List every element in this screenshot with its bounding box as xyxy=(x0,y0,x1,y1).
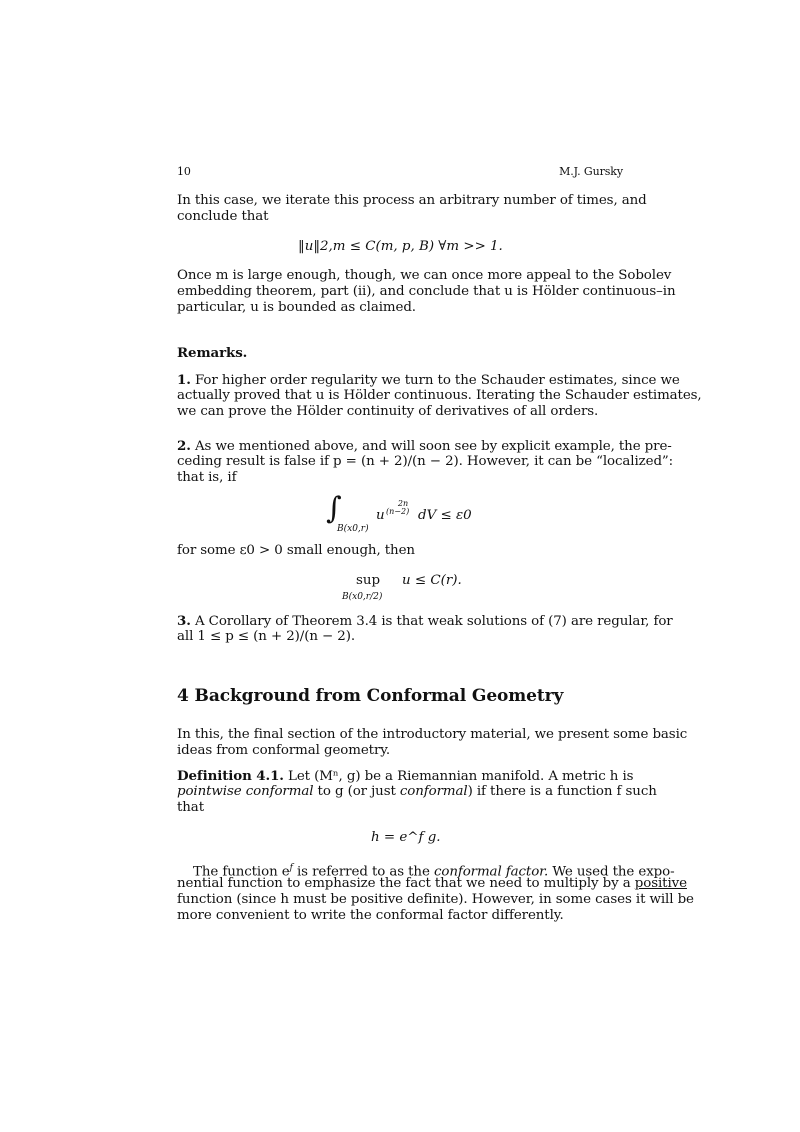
remarks-heading: Remarks. xyxy=(177,345,248,361)
final-text-1b: is referred to as the xyxy=(292,864,434,880)
page-number: 10 xyxy=(177,165,191,178)
definition-line-3: that xyxy=(177,800,204,815)
remark1-line-2: actually proved that u is Hölder continuous. Iterating the Schauder estimates, xyxy=(177,388,702,403)
remark2-number: 2. xyxy=(177,438,191,454)
final-para-line-3: function (since h must be positive definite). However, in some cases it will be xyxy=(177,892,694,907)
para2-line-3: particular, u is bounded as claimed. xyxy=(177,300,416,315)
final-text-1c: We used the expo- xyxy=(548,864,675,880)
sup-operator: sup xyxy=(356,573,381,588)
term-conformal-factor: conformal factor. xyxy=(433,864,549,880)
remark3-line-2: all 1 ≤ p ≤ (n + 2)/(n − 2). xyxy=(177,629,355,644)
term-conformal: conformal xyxy=(399,784,468,799)
for-some-line: for some ε0 > 0 small enough, then xyxy=(177,543,415,558)
para2-line-1: Once m is large enough, though, we can once more appeal to the Sobolev xyxy=(177,268,672,283)
integrand: u xyxy=(376,508,385,523)
equation-norm-bound: ‖u‖2,m ≤ C(m, p, B) ∀m >> 1. xyxy=(298,239,503,254)
remark1-line-1 xyxy=(177,372,680,389)
remark3-number: 3. xyxy=(177,613,191,629)
section-intro-line-2: ideas from conformal geometry. xyxy=(177,743,391,758)
remark1-line-3: we can prove the Hölder continuity of derivatives of all orders. xyxy=(177,404,599,419)
definition-label: Definition 4.1. xyxy=(177,768,284,784)
equation-conformal-metric: h = e^f g. xyxy=(371,830,441,845)
sup-domain: B(x0,r/2) xyxy=(342,592,383,602)
remark2-text-1: As we mentioned above, and will soon see by explicit example, the pre- xyxy=(194,439,672,454)
underlined-positive: positive xyxy=(634,876,687,891)
final-exponent: f xyxy=(289,863,293,873)
final-text-2a: nential function to emphasize the fact that we need to multiply by a xyxy=(177,876,635,891)
final-para-line-4: more convenient to write the conformal factor differently. xyxy=(177,908,564,923)
definition-text-2b: ) if there is a function f such xyxy=(467,784,657,799)
remark3-line-1 xyxy=(177,613,673,630)
remark2-line-3: that is, if xyxy=(177,470,237,485)
intro-line-1: In this case, we iterate this process an arbitrary number of times, and xyxy=(177,193,647,208)
term-pointwise-conformal: pointwise conformal xyxy=(177,784,314,799)
sup-rhs: u ≤ C(r). xyxy=(402,573,462,588)
running-head-author: M.J. Gursky xyxy=(559,165,623,178)
final-text-1a: The function e xyxy=(193,864,290,880)
integral-rhs: dV ≤ ε0 xyxy=(418,508,472,523)
section-intro-line-1: In this, the final section of the introductory material, we present some basic xyxy=(177,727,688,742)
exponent-numerator: 2n xyxy=(397,499,409,508)
remark1-text-1: For higher order regularity we turn to the Schauder estimates, since we xyxy=(194,373,680,388)
final-para-line-2 xyxy=(177,876,687,892)
definition-text-2a: to g (or just xyxy=(313,784,400,799)
remark2-line-1 xyxy=(177,438,672,455)
remark2-line-2: ceding result is false if p = (n + 2)/(n − 2). However, it can be “localized”: xyxy=(177,454,674,469)
intro-line-2: conclude that xyxy=(177,209,269,224)
definition-line-1 xyxy=(177,768,633,785)
exponent-denominator: (n−2) xyxy=(386,507,410,516)
para2-line-2: embedding theorem, part (ii), and conclude that u is Hölder continuous–in xyxy=(177,284,676,299)
integral-sign: ∫ xyxy=(326,491,342,526)
definition-line-2 xyxy=(177,784,657,800)
remark3-text-1: A Corollary of Theorem 3.4 is that weak solutions of (7) are regular, for xyxy=(194,614,673,629)
definition-text-1: Let (Mⁿ, g) be a Riemannian manifold. A metric h is xyxy=(288,769,634,784)
integral-domain: B(x0,r) xyxy=(337,524,369,534)
section-heading: 4 Background from Conformal Geometry xyxy=(177,686,564,706)
remark1-number: 1. xyxy=(177,372,191,388)
